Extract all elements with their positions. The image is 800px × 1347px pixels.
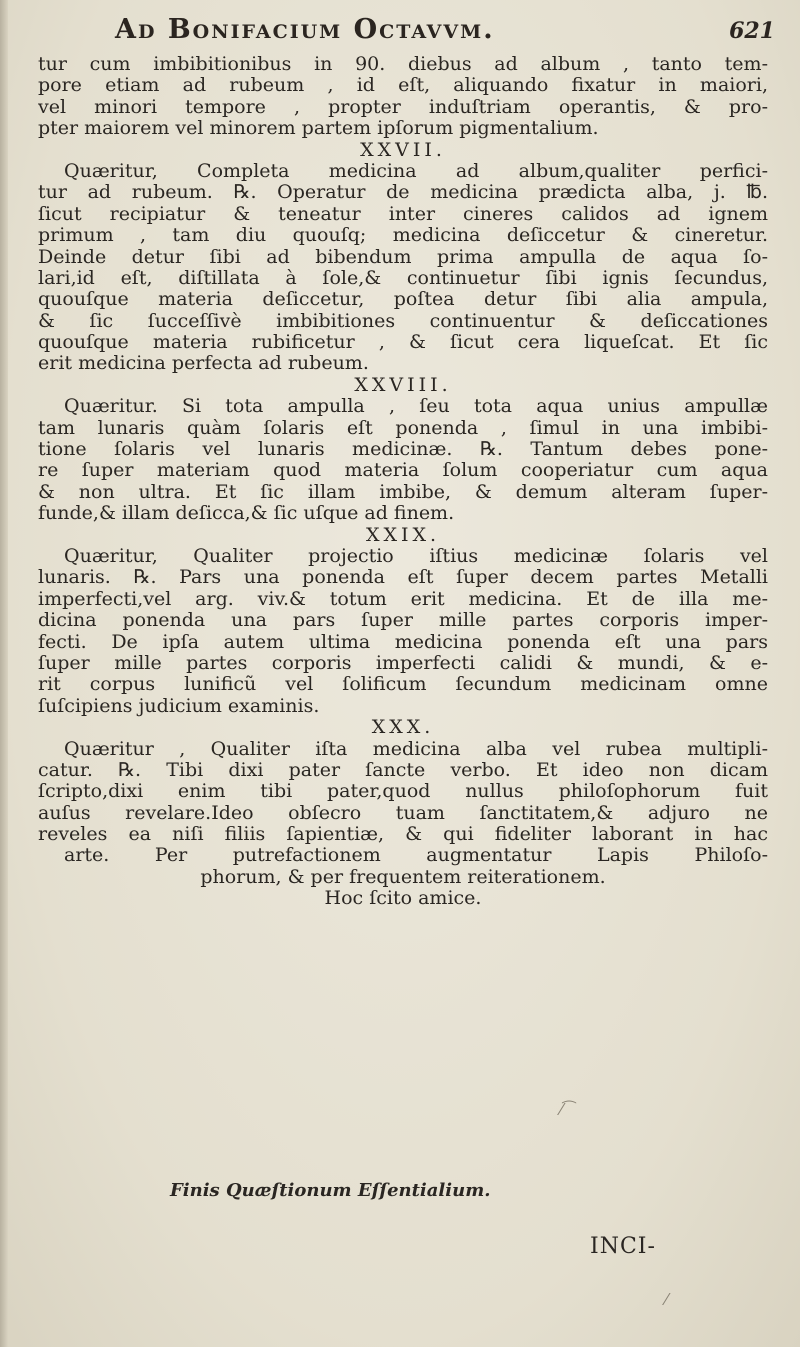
text-line: ſuper mille partes corporis imperfecti calidi & mundi, & e- [38,652,768,674]
ink-mark: ⁄ [665,1290,668,1309]
text-line: reveles ea niſi filiis ſapientiæ, & qui fideliter laborant in hac [38,824,768,846]
text-line: quouſque materia rubificetur , & ſicut cera liqueſcat. Et ſic [38,332,768,354]
text-line: quouſque materia deſiccetur, poſtea detur ſibi alia ampula, [38,289,768,311]
text-line: ſcripto,dixi enim tibi pater,quod nullus philoſophorum fuit [38,781,768,803]
text-line: funde,& illam deſicca,& ſic uſque ad finem. [38,503,455,525]
text-line: pter maiorem vel minorem partem ipſorum pigmentalium. [38,118,599,140]
section-number: XXVII. [360,139,446,161]
text-line: pore etiam ad rubeum , id eſt, aliquando fixatur in maiori, [38,75,768,97]
running-head: Ad Bonifacium Octavvm. [115,14,495,45]
page-header [115,14,775,56]
text-line: tur cum imbibitionibus in 90. diebus ad album , tanto tem- [38,54,768,75]
text-line: Quæritur. Si tota ampulla , ſeu tota aqua unius ampullæ [64,396,768,418]
section-number: XXX. [371,717,435,739]
text-line: Quæritur, Qualiter projectio iſtius medicinæ ſolaris vel [64,545,768,567]
text-line: tur ad rubeum. ℞. Operatur de medicina prædicta alba, j. ℔. [38,182,768,204]
text-line: lunaris. ℞. Pars una ponenda eſt ſuper decem partes Metalli [38,567,768,589]
text-line: arte. Per putrefactionem augmentatur Lapis Philoſo- [64,845,768,867]
text-line: tione ſolaris vel lunaris medicinæ. ℞. Tantum debes pone- [38,439,768,461]
text-line: auſus revelare.Ideo obſecro tuam ſanctitatem,& adjuro ne [38,802,768,824]
text-line: primum , tam diu quouſq; medicina deſiccetur & cineretur. [38,225,768,247]
text-line: fecti. De ipſa autem ultima medicina ponenda eſt una pars [38,631,768,653]
catchword: INCI- [590,1234,656,1259]
text-line: Quæritur, Completa medicina ad album,qualiter perfici- [64,160,768,182]
text-line: ſuſcipiens judicium examinis. [38,695,320,717]
text-line: tam lunaris quàm ſolaris eſt ponenda , ſimul in una imbibi- [38,417,768,439]
text-line: ſicut recipiatur & teneatur inter cineres calidos ad ignem [38,203,768,225]
page-gutter-shadow [0,0,8,1347]
text-line: erit medicina perfecta ad rubeum. [38,353,369,375]
ink-mark: ⁄⁀ [560,1100,576,1119]
text-line: lari,id eſt, diſtillata à ſole,& continuetur ſibi ignis ſecundus, [38,267,768,289]
text-line: & non ultra. Et ſic illam imbibe, & demum alteram ſuper- [38,481,768,503]
text-line: imperfecti,vel arg. viv.& totum erit medicina. Et de illa me- [38,588,768,610]
body-text [38,54,768,910]
section-number: XXIX. [365,524,441,546]
finis-line: Finis Quæſtionum Eſſentialium. [170,1180,491,1201]
text-line: Deinde detur ſibi ad bibendum prima ampulla de aqua ſo- [38,246,768,268]
text-line: & ſic ſucceſſivè imbibitiones continuentur & deſiccationes [38,310,768,332]
page-number: 621 [729,18,775,44]
text-line: re ſuper materiam quod materia ſolum cooperiatur cum aqua [38,460,768,482]
text-line: Quæritur , Qualiter iſta medicina alba vel rubea multipli- [64,738,768,760]
section-number: XXVIII. [354,374,452,396]
text-line: rit corpus lunificũ vel ſolificum ſecundum medicinam omne [38,674,768,696]
closing-line: Hoc ſcito amice. [324,888,482,910]
text-line: dicina ponenda una pars ſuper mille partes corporis imper- [38,610,768,632]
text-line: catur. ℞. Tibi dixi pater ſancte verbo. Et ideo non dicam [38,759,768,781]
text-line: vel minori tempore , propter induſtriam operantis, & pro- [38,96,768,118]
text-line: phorum, & per frequentem reiterationem. [200,866,606,888]
